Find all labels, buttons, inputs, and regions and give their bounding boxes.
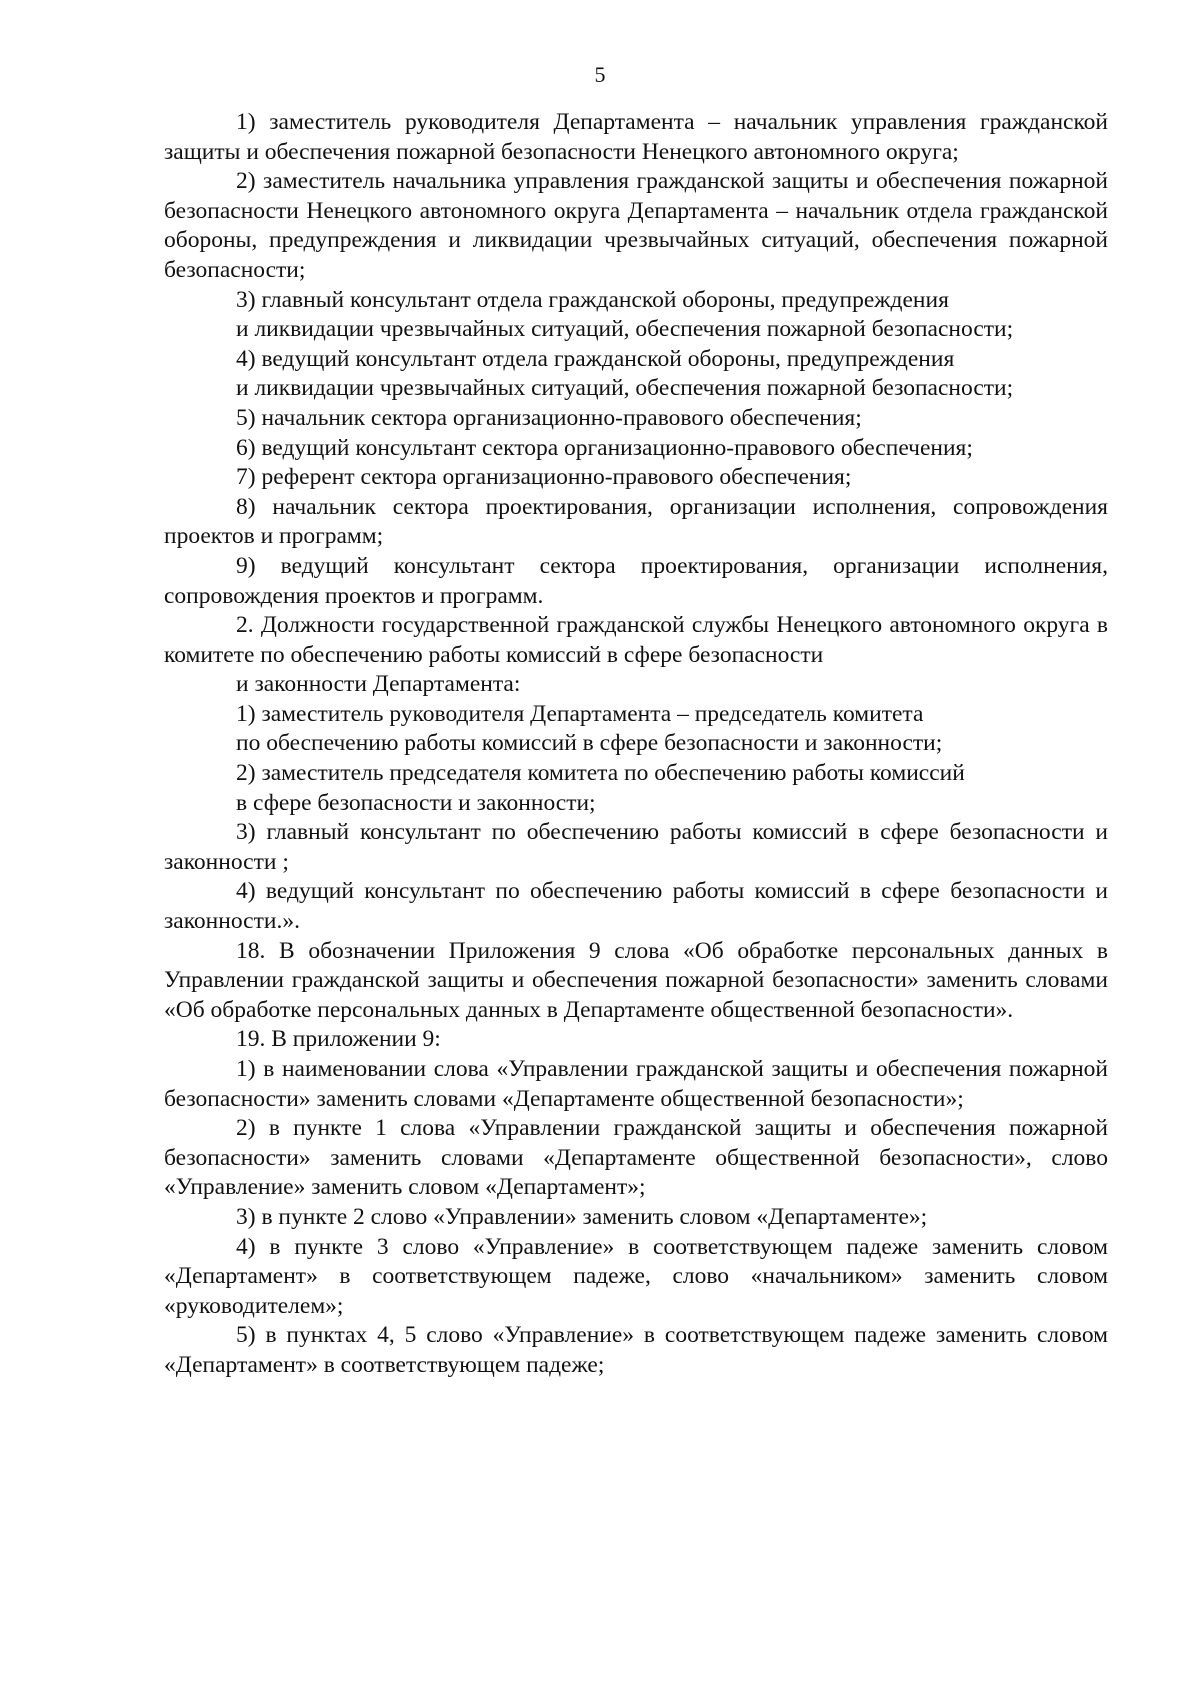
paragraph: 2) заместитель начальника управления гражданской защиты и обеспечения пожарной безопасности Ненецкого автономного округа Департамента – начальник отдела гражданской обороны, предупреждения и ликвидации чрезвычайных ситуаций, обеспечения пожарной безопасности; xyxy=(164,168,1108,283)
paragraph: по обеспечению работы комиссий в сфере безопасности и законности; xyxy=(236,730,943,757)
paragraph: 9) ведущий консультант сектора проектирования, организации исполнения, сопровождения проектов и программ. xyxy=(164,552,1108,609)
paragraph: 2. Должности государственной гражданской службы Ненецкого автономного округа в комитете по обеспечению работы комиссий в сфере безопасности xyxy=(164,612,1108,668)
paragraph: 5) начальник сектора организационно-правового обеспечения; xyxy=(236,404,862,431)
paragraph: и ликвидации чрезвычайных ситуаций, обеспечения пожарной безопасности; xyxy=(236,316,1014,343)
paragraph: 2) заместитель председателя комитета по обеспечению работы комиссий xyxy=(236,760,965,787)
paragraph: 6) ведущий консультант сектора организационно-правового обеспечения; xyxy=(236,434,973,461)
paragraph: 4) ведущий консультант по обеспечению работы комиссий в сфере безопасности и законности.». xyxy=(164,878,1108,935)
paragraph: 1) заместитель руководителя Департамента – председатель комитета xyxy=(236,700,924,727)
paragraph: и законности Департамента: xyxy=(236,671,521,698)
paragraph: 18. В обозначении Приложения 9 слова «Об обработке персональных данных в Управлении гражданской защиты и обеспечения пожарной безопасности» заменить словами «Об обработке персональных данных в Департаменте общественной безопасности». xyxy=(164,937,1108,1023)
paragraph: 7) референт сектора организационно-правового обеспечения; xyxy=(236,464,852,491)
paragraph: 3) главный консультант отдела гражданской обороны, предупреждения xyxy=(236,286,949,313)
paragraph: и ликвидации чрезвычайных ситуаций, обеспечения пожарной безопасности; xyxy=(236,375,1014,402)
paragraph: 1) заместитель руководителя Департамента – начальник управления гражданской защиты и обеспечения пожарной безопасности Ненецкого автономного округа; xyxy=(164,109,1108,165)
paragraph: 19. В приложении 9: xyxy=(236,1026,441,1053)
page-number: 5 xyxy=(594,62,606,87)
paragraph: 3) в пункте 2 слово «Управлении» заменить словом «Департаменте»; xyxy=(236,1203,928,1230)
paragraph: 4) в пункте 3 слово «Управление» в соответствующем падеже заменить словом «Департамент» в соответствующем падеже, слово «начальником» заменить словом «руководителем»; xyxy=(164,1233,1108,1319)
paragraph: 8) начальник сектора проектирования, организации исполнения, сопровождения проектов и программ; xyxy=(164,493,1108,550)
paragraph: 4) ведущий консультант отдела гражданской обороны, предупреждения xyxy=(236,345,955,372)
paragraph: 3) главный консультант по обеспечению работы комиссий в сфере безопасности и законности ; xyxy=(164,819,1108,875)
paragraph: в сфере безопасности и законности; xyxy=(236,789,596,816)
paragraph: 5) в пунктах 4, 5 слово «Управление» в соответствующем падеже заменить словом «Департамент» в соответствующем падеже; xyxy=(164,1322,1108,1378)
paragraph: 1) в наименовании слова «Управлении гражданской защиты и обеспечения пожарной безопасности» заменить словами «Департаменте общественной безопасности»; xyxy=(164,1056,1108,1112)
paragraph: 2) в пункте 1 слова «Управлении гражданской защиты и обеспечения пожарной безопасности» заменить словами «Департаменте общественной безопасности», слово «Управление» заменить словом «Департамент»; xyxy=(164,1115,1108,1201)
document-body xyxy=(164,108,1108,1381)
